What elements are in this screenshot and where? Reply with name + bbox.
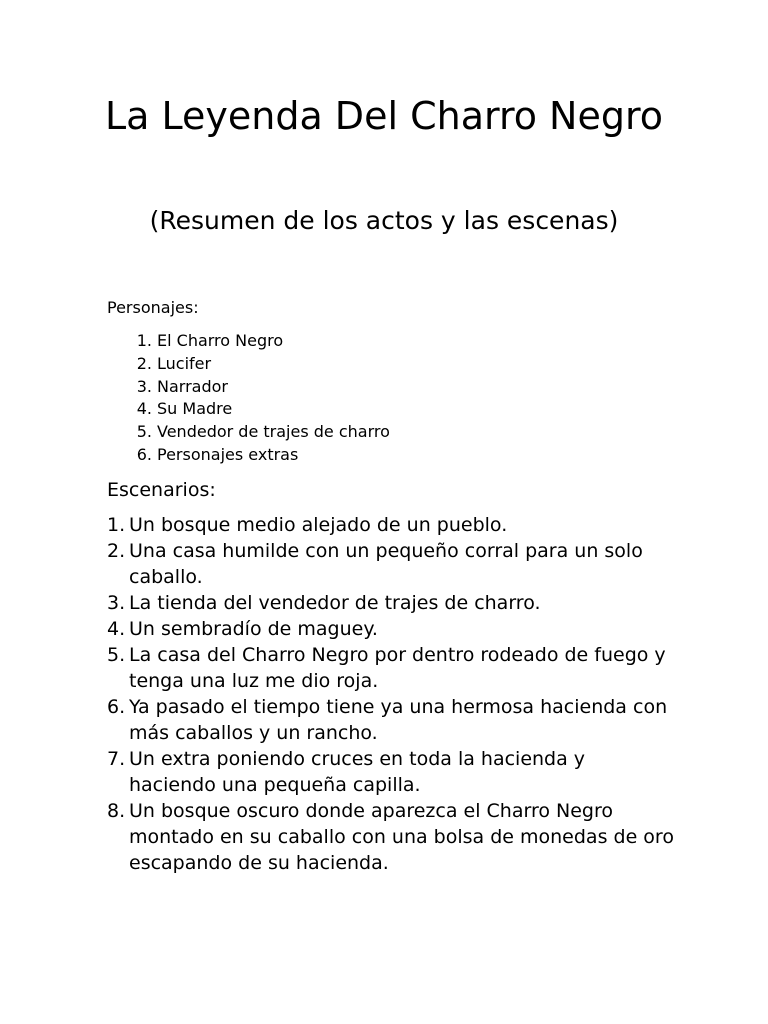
list-item [107,421,390,444]
list-number: 2. [107,540,126,562]
list-item [107,398,390,421]
list-item [107,444,390,467]
list-text: Un bosque medio alejado de un pueblo. [129,514,508,536]
list-text: Personajes extras [157,444,299,464]
list-text: Narrador [157,376,228,396]
list-text: Una casa humilde con un pequeño corral para un solo caballo. [129,540,643,588]
list-number: 1. [107,514,126,536]
list-number: 4. [107,618,126,640]
list-item [107,376,390,399]
list-number: 1. [136,331,152,350]
list-item [107,353,390,376]
list-number: 3. [107,592,126,614]
list-text: Ya pasado el tiempo tiene ya una hermosa hacienda con más caballos y un rancho. [129,696,668,744]
list-number: 4. [136,399,152,419]
list-text: Un sembradío de maguey. [129,618,378,640]
list-number: 5. [136,422,152,442]
document-subtitle: (Resumen de los actos y las escenas) [149,206,619,235]
list-number: 8. [107,800,126,822]
list-text: La tienda del vendedor de trajes de charro. [129,592,541,614]
list-item [107,330,390,353]
list-text: Lucifer [157,353,212,373]
list-item [107,694,677,746]
list-number: 7. [107,748,126,770]
list-number: 6. [136,444,152,464]
list-item [107,590,677,616]
list-text: La casa del Charro Negro por dentro rodeado de fuego y tenga una luz me dio roja. [129,644,666,692]
list-item [107,798,677,876]
list-item [107,512,677,538]
document-title: La Leyenda Del Charro Negro [104,94,664,138]
list-item [107,746,677,798]
list-item [107,642,677,694]
list-text: Un bosque oscuro donde aparezca el Charro Negro montado en su caballo con una bolsa de monedas de oro escapando de su hacienda. [129,800,674,874]
list-number: 5. [107,644,126,666]
characters-list [107,330,390,467]
list-text: Un extra poniendo cruces en toda la hacienda y haciendo una pequeña capilla. [129,748,586,796]
list-text: Vendedor de trajes de charro [157,422,390,442]
list-number: 3. [136,376,152,396]
sets-list [107,512,677,876]
list-text: El Charro Negro [157,331,284,350]
list-text: Su Madre [157,399,233,419]
list-item [107,616,677,642]
characters-heading: Personajes: [107,298,199,317]
sets-heading: Escenarios: [107,479,216,501]
list-number: 6. [107,696,126,718]
list-number: 2. [136,353,152,373]
list-item [107,538,677,590]
